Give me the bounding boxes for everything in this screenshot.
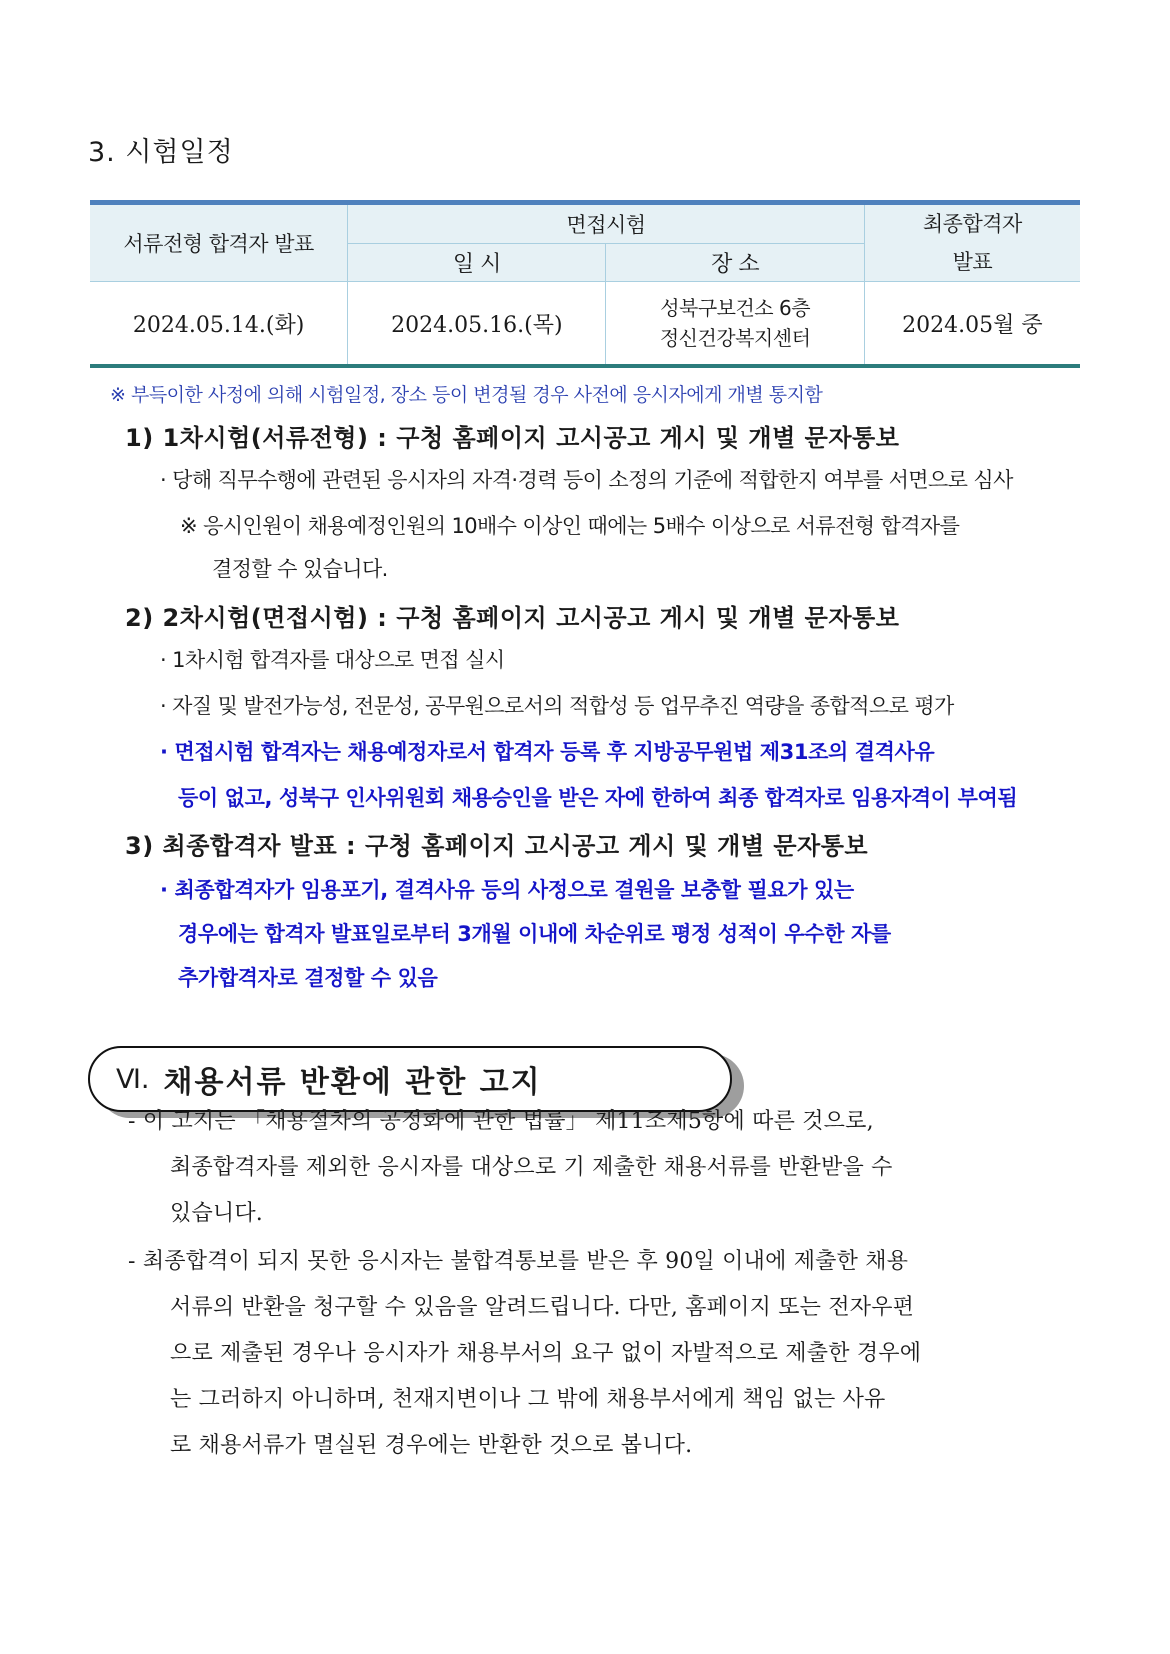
interview-place-line1: 성북구보건소 6층 — [660, 296, 811, 320]
table-header-row — [90, 203, 1080, 244]
header-final-result-line1: 최종합격자 — [922, 212, 1022, 236]
header-interview-group: 면접시험 — [348, 203, 865, 244]
chapter-number: Ⅵ. — [116, 1063, 150, 1095]
para-2-line4: 는 그러하지 아니하며, 천재지변이나 그 밖에 채용부서에게 책임 없는 사유 — [170, 1387, 886, 1412]
item-1-note-line1: ※ 응시인원이 채용예정인원의 10배수 이상인 때에는 5배수 이상으로 서류전형 합격자를 — [180, 514, 960, 538]
doc-result-date: 2024.05.14.(화) — [90, 282, 348, 367]
item-3-emphasis-line3: 추가합격자로 결정할 수 있음 — [178, 966, 438, 990]
item-2-bullet-2: · 자질 및 발전가능성, 전문성, 공무원으로서의 적합성 등 업무추진 역량을 종합적으로 평가 — [160, 694, 954, 718]
interview-place-line2: 정신건강복지센터 — [659, 326, 811, 350]
para-2-line3: 으로 제출된 경우나 응시자가 채용부서의 요구 없이 자발적으로 제출한 경우에 — [170, 1341, 922, 1366]
section-title: 3. 시험일정 — [88, 137, 234, 168]
para-1-line2: 최종합격자를 제외한 응시자를 대상으로 기 제출한 채용서류를 반환받을 수 — [170, 1155, 893, 1180]
para-2-line1: - 최종합격이 되지 못한 응시자는 불합격통보를 받은 후 90일 이내에 제출한 채용 — [128, 1249, 909, 1274]
item-1-note-line2: 결정할 수 있습니다. — [212, 557, 388, 581]
para-2-line5: 로 채용서류가 멸실된 경우에는 반환한 것으로 봅니다. — [170, 1433, 693, 1458]
chapter-heading-box — [88, 1046, 732, 1112]
item-2-emphasis-line1: · 면접시험 합격자는 채용예정자로서 합격자 등록 후 지방공무원법 제31조의 결격사유 — [160, 740, 935, 764]
para-1-line1: - 이 고지는 「채용절차의 공정화에 관한 법률」 제11조제5항에 따른 것으로, — [128, 1109, 874, 1134]
item-1-heading: 1) 1차시험(서류전형) : 구청 홈페이지 고시공고 게시 및 개별 문자통보 — [125, 424, 900, 452]
item-2-bullet-1: · 1차시험 합격자를 대상으로 면접 실시 — [160, 648, 505, 672]
exam-schedule-table — [90, 200, 1080, 368]
header-final-result-line2: 발표 — [952, 250, 993, 274]
item-3-heading: 3) 최종합격자 발표 : 구청 홈페이지 고시공고 게시 및 개별 문자통보 — [125, 832, 869, 860]
item-2-heading: 2) 2차시험(면접시험) : 구청 홈페이지 고시공고 게시 및 개별 문자통보 — [125, 604, 900, 632]
header-interview-date: 일 시 — [348, 243, 606, 281]
item-1-bullet: · 당해 직무수행에 관련된 응시자의 자격·경력 등이 소정의 기준에 적합한지 여부를 서면으로 심사 — [160, 468, 1013, 492]
item-3-emphasis-line1: · 최종합격자가 임용포기, 결격사유 등의 사정으로 결원을 보충할 필요가 있는 — [160, 878, 854, 902]
header-doc-result: 서류전형 합격자 발표 — [90, 203, 348, 282]
header-final-result — [864, 203, 1080, 282]
para-2-line2: 서류의 반환을 청구할 수 있음을 알려드립니다. 다만, 홈페이지 또는 전자우편 — [170, 1295, 915, 1320]
interview-date: 2024.05.16.(목) — [348, 282, 606, 367]
chapter-title: 채용서류 반환에 관한 고지 — [163, 1065, 542, 1100]
table-row — [90, 282, 1080, 367]
item-2-emphasis-line2: 등이 없고, 성북구 인사위원회 채용승인을 받은 자에 한하여 최종 합격자로 임용자격이 부여됨 — [178, 786, 1018, 810]
para-1-line3: 있습니다. — [170, 1201, 264, 1226]
schedule-change-notice: ※ 부득이한 사정에 의해 시험일정, 장소 등이 변경될 경우 사전에 응시자에게 개별 통지함 — [110, 384, 823, 406]
item-3-emphasis-line2: 경우에는 합격자 발표일로부터 3개월 이내에 차순위로 평정 성적이 우수한 자를 — [178, 922, 891, 946]
interview-place — [606, 282, 864, 367]
final-result-date: 2024.05월 중 — [864, 282, 1080, 367]
header-interview-place: 장 소 — [606, 243, 864, 281]
